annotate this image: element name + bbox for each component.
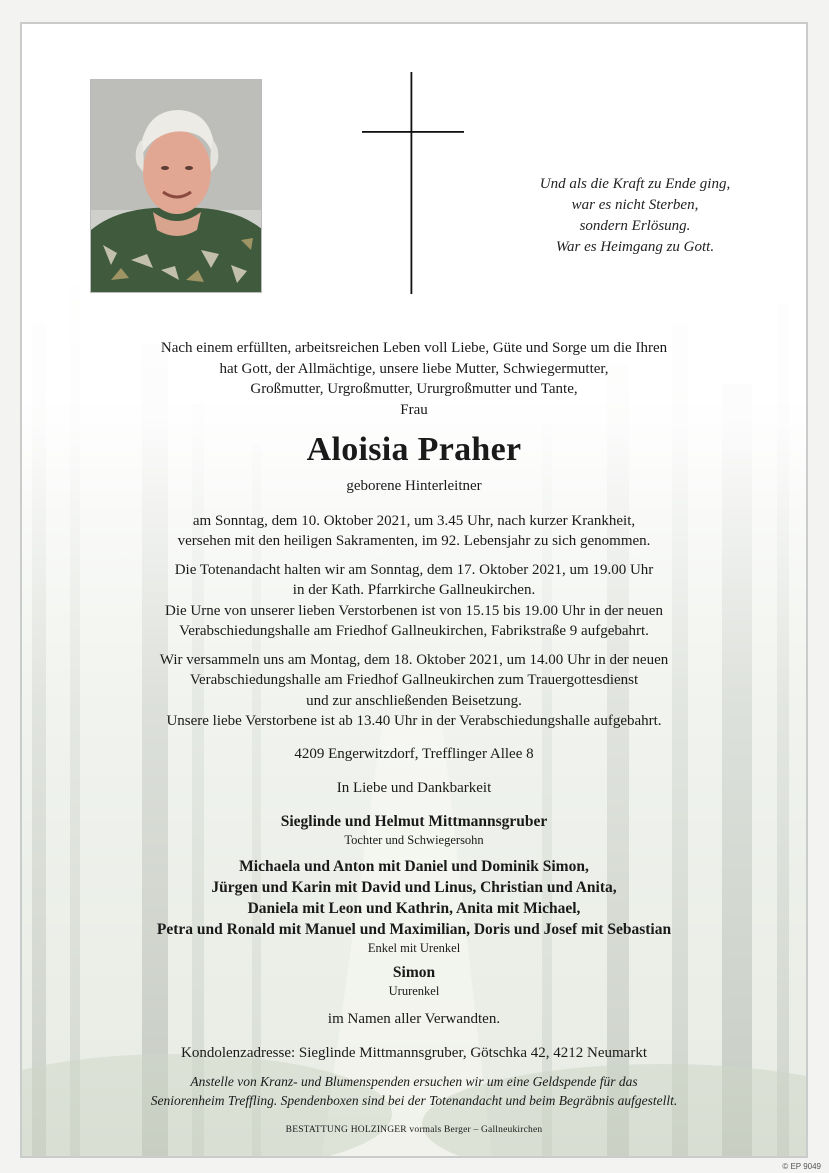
quote-line: war es nicht Sterben, bbox=[571, 197, 699, 213]
death-line: versehen mit den heiligen Sakramenten, im 92. Lebensjahr zu sich genommen. bbox=[177, 533, 651, 549]
relatives-line: im Namen aller Verwandten. bbox=[327, 1010, 501, 1027]
birth-name: geborene Hinterleitner bbox=[346, 478, 482, 494]
grandchildren-line: Daniela mit Leon und Kathrin, Anita mit Michael, bbox=[247, 899, 581, 917]
obituary-text bbox=[22, 338, 806, 1136]
intro-line: Nach einem erfüllten, arbeitsreichen Leben voll Liebe, Güte und Sorge um die Ihren bbox=[160, 340, 668, 356]
cross-icon bbox=[362, 72, 464, 294]
death-line: am Sonntag, dem 10. Oktober 2021, um 3.45 Uhr, nach kurzer Krankheit, bbox=[192, 512, 636, 529]
in-love-line: In Liebe und Dankbarkeit bbox=[336, 780, 492, 796]
donation-line: Seniorenheim Treffling. Spendenboxen sind bei der Totenandacht und beim Begräbnis aufgestellt. bbox=[150, 1092, 678, 1108]
funeral-line: Unsere liebe Verstorbene ist ab 13.40 Uhr in der Verabschiedungshalle aufgebahrt. bbox=[166, 713, 662, 729]
deceased-name: Aloisia Praher bbox=[306, 431, 522, 468]
memorial-quote bbox=[500, 174, 770, 258]
great-great-grandchild-role: Ururenkel bbox=[388, 983, 440, 998]
grandchildren-line: Jürgen und Karin mit David und Linus, Christian und Anita, bbox=[211, 878, 617, 896]
donation-line: Anstelle von Kranz- und Blumenspenden ersuchen wir um eine Geldspende für das bbox=[190, 1073, 638, 1089]
vigil-line: Die Urne von unserer lieben Verstorbenen ist von 15.15 bis 19.00 Uhr in der neuen bbox=[165, 602, 663, 619]
grandchildren-role: Enkel mit Urenkel bbox=[367, 940, 461, 955]
condolence-address: Kondolenzadresse: Sieglinde Mittmannsgruber, Götschka 42, 4212 Neumarkt bbox=[181, 1045, 647, 1061]
funeral-line: Wir versammeln uns am Montag, dem 18. Oktober 2021, um 14.00 Uhr in der neuen bbox=[159, 651, 669, 668]
grandchildren-line: Petra und Ronald mit Manuel und Maximilian, Doris und Josef mit Sebastian bbox=[156, 920, 672, 938]
vigil-line: Die Totenandacht halten wir am Sonntag, dem 17. Oktober 2021, um 19.00 Uhr bbox=[174, 561, 654, 578]
intro-line: Großmutter, Urgroßmutter, Ururgroßmutter und Tante, bbox=[250, 381, 578, 397]
vigil-line: Verabschiedungshalle am Friedhof Gallneukirchen, Fabrikstraße 9 aufgebahrt. bbox=[179, 623, 649, 639]
intro-line: Frau bbox=[400, 401, 428, 418]
intro-line: hat Gott, der Allmächtige, unsere liebe Mutter, Schwiegermutter, bbox=[219, 360, 609, 377]
deceased-photo bbox=[90, 79, 262, 293]
daughter-role: Tochter und Schwiegersohn bbox=[344, 832, 484, 847]
vigil-line: in der Kath. Pfarrkirche Gallneukirchen. bbox=[292, 582, 536, 598]
great-great-grandchild-name: Simon bbox=[392, 963, 436, 981]
quote-line: Und als die Kraft zu Ende ging, bbox=[539, 176, 731, 192]
funeral-line: und zur anschließenden Beisetzung. bbox=[306, 692, 522, 709]
quote-line: sondern Erlösung. bbox=[579, 218, 691, 234]
undertaker: BESTATTUNG HOLZINGER vormals Berger – Gallneukirchen bbox=[285, 1124, 543, 1135]
obituary-frame bbox=[20, 22, 808, 1158]
grandchildren-line: Michaela und Anton mit Daniel und Dominik Simon, bbox=[239, 857, 589, 875]
print-code: © EP 9049 bbox=[782, 1162, 821, 1171]
home-address: 4209 Engerwitzdorf, Trefflinger Allee 8 bbox=[294, 745, 534, 762]
funeral-line: Verabschiedungshalle am Friedhof Gallneukirchen zum Trauergottesdienst bbox=[189, 672, 639, 688]
daughter-names: Sieglinde und Helmut Mittmannsgruber bbox=[280, 812, 548, 830]
quote-line: War es Heimgang zu Gott. bbox=[555, 239, 715, 255]
